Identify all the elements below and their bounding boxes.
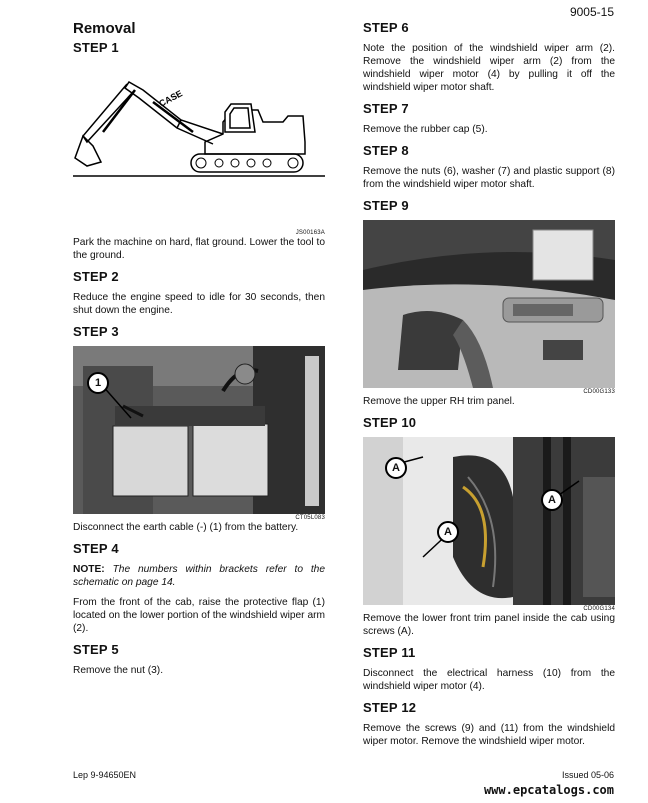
step6-heading: STEP 6 <box>363 20 409 35</box>
battery-scene <box>73 346 325 514</box>
step8-heading: STEP 8 <box>363 143 409 158</box>
trim-panel-photo <box>363 220 615 388</box>
step9-text: Remove the upper RH trim panel. <box>363 396 515 407</box>
step10-heading: STEP 10 <box>363 415 417 430</box>
step12-heading: STEP 12 <box>363 700 417 715</box>
callout-a-top: A <box>385 457 407 479</box>
step3-text: Disconnect the earth cable (-) (1) from the battery. <box>73 522 299 533</box>
step2-heading: STEP 2 <box>73 269 119 284</box>
step6-text: Note the position of the windshield wiper arm (2). Remove the windshield wiper arm (2) from the windshield wiper motor (4) by pulling it off the windshield wiper motor shaft. <box>363 43 615 93</box>
front-trim-photo <box>363 437 615 605</box>
step8-text: Remove the nuts (6), washer (7) and plastic support (8) from the windshield wiper motor shaft. <box>363 166 615 190</box>
step1-text: Park the machine on hard, flat ground. Lower the tool to the ground. <box>73 237 325 261</box>
right-column <box>363 20 615 755</box>
step3-figure-code: CT05L083 <box>295 515 325 521</box>
callout-a-bottom: A <box>437 521 459 543</box>
step1-heading: STEP 1 <box>73 40 119 55</box>
page-number: 9005-15 <box>569 5 614 19</box>
step10-figure-code: CD00G134 <box>583 606 615 612</box>
section-title: Removal <box>73 20 136 37</box>
footer-issued: Issued 05-06 <box>561 770 614 780</box>
step11-text: Disconnect the electrical harness (10) from the windshield wiper motor (4). <box>363 668 615 692</box>
step4-heading: STEP 4 <box>73 541 119 556</box>
left-column <box>73 20 325 684</box>
step9-figure-code: CD00G133 <box>583 389 615 395</box>
step10-text: Remove the lower front trim panel inside the cab using screws (A). <box>363 613 615 637</box>
note-text: The numbers within brackets refer to the schematic on page 14. <box>73 564 325 588</box>
step5-heading: STEP 5 <box>73 642 119 657</box>
note-label: NOTE: <box>73 564 105 575</box>
footer-url: www.epcatalogs.com <box>483 783 614 797</box>
callout-a-right: A <box>541 489 563 511</box>
step9-heading: STEP 9 <box>363 198 409 213</box>
step12-text: Remove the screws (9) and (11) from the windshield wiper motor. Remove the windshield wiper motor. <box>363 723 615 747</box>
step2-text: Reduce the engine speed to idle for 30 seconds, then shut down the engine. <box>73 292 325 316</box>
step11-heading: STEP 11 <box>363 645 416 660</box>
step4-text: From the front of the cab, raise the protective flap (1) located on the lower portion of the windshield wiper arm (2). <box>73 597 325 634</box>
step4-note <box>73 563 325 589</box>
step7-heading: STEP 7 <box>363 101 409 116</box>
step7-text: Remove the rubber cap (5). <box>363 124 488 135</box>
excavator-figure <box>73 62 325 224</box>
excavator-illustration <box>73 62 325 224</box>
step3-heading: STEP 3 <box>73 324 119 339</box>
footer-document-id: Lep 9-94650EN <box>73 770 137 780</box>
excavator-brand: CASE <box>157 88 185 109</box>
step1-figure-code: JS00163A <box>295 230 325 236</box>
callout-1: 1 <box>87 372 109 394</box>
trim-panel-scene <box>363 220 615 388</box>
step5-text: Remove the nut (3). <box>73 665 164 676</box>
battery-photo <box>73 346 325 514</box>
